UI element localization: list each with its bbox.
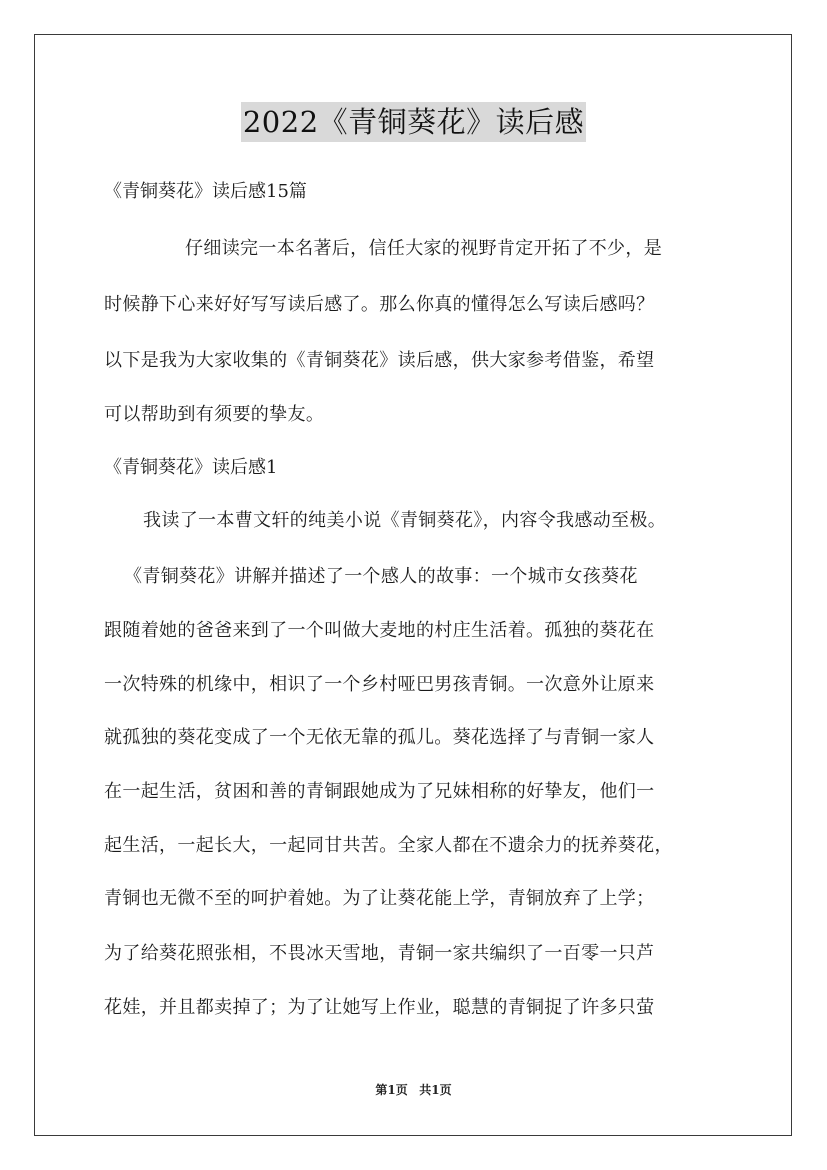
body-line: 一次特殊的机缘中，相识了一个乡村哑巴男孩青铜。一次意外让原来 [104,674,655,695]
body-line: 就孤独的葵花变成了一个无依无靠的孤儿。葵花选择了与青铜一家人 [104,727,655,748]
intro-line: 以下是我为大家收集的《青铜葵花》读后感，供大家参考借鉴，希望 [104,350,655,371]
intro-line: 时候静下心来好好写写读后感了。那么你真的懂得怎么写读后感吗？ [104,294,655,315]
page-footer [0,1082,827,1098]
document-subtitle: 《青铜葵花》读后感15篇 [104,181,307,202]
body-line: 跟随着她的爸爸来到了一个叫做大麦地的村庄生活着。孤独的葵花在 [104,620,655,641]
intro-line: 可以帮助到有须要的挚友。 [104,404,325,425]
body-line: 花娃，并且都卖掉了；为了让她写上作业，聪慧的青铜捉了许多只萤 [104,997,655,1018]
body-line: 我读了一本曹文轩的纯美小说《青铜葵花》，内容令我感动至极。 [143,510,667,531]
section-heading: 《青铜葵花》读后感1 [104,457,278,478]
body-line: 在一起生活，贫困和善的青铜跟她成为了兄妹相称的好挚友，他们一 [104,781,655,802]
body-line: 起生活，一起长大，一起同甘共苦。全家人都在不遗余力的抚养葵花， [104,835,673,856]
intro-line: 仔细读完一本名著后，信任大家的视野肯定开拓了不少，是 [185,238,663,259]
body-line: 为了给葵花照张相，不畏冰天雪地，青铜一家共编织了一百零一只芦 [104,943,655,964]
title-container [0,102,827,142]
body-line: 青铜也无微不至的呵护着她。为了让葵花能上学，青铜放弃了上学； [104,888,655,909]
document-title: 2022《青铜葵花》读后感 [241,102,586,142]
body-line: 《青铜葵花》讲解并描述了一个感人的故事：一个城市女孩葵花 [124,566,638,587]
page-number: 第1页 [375,1083,408,1097]
page-total: 共1页 [419,1083,452,1097]
